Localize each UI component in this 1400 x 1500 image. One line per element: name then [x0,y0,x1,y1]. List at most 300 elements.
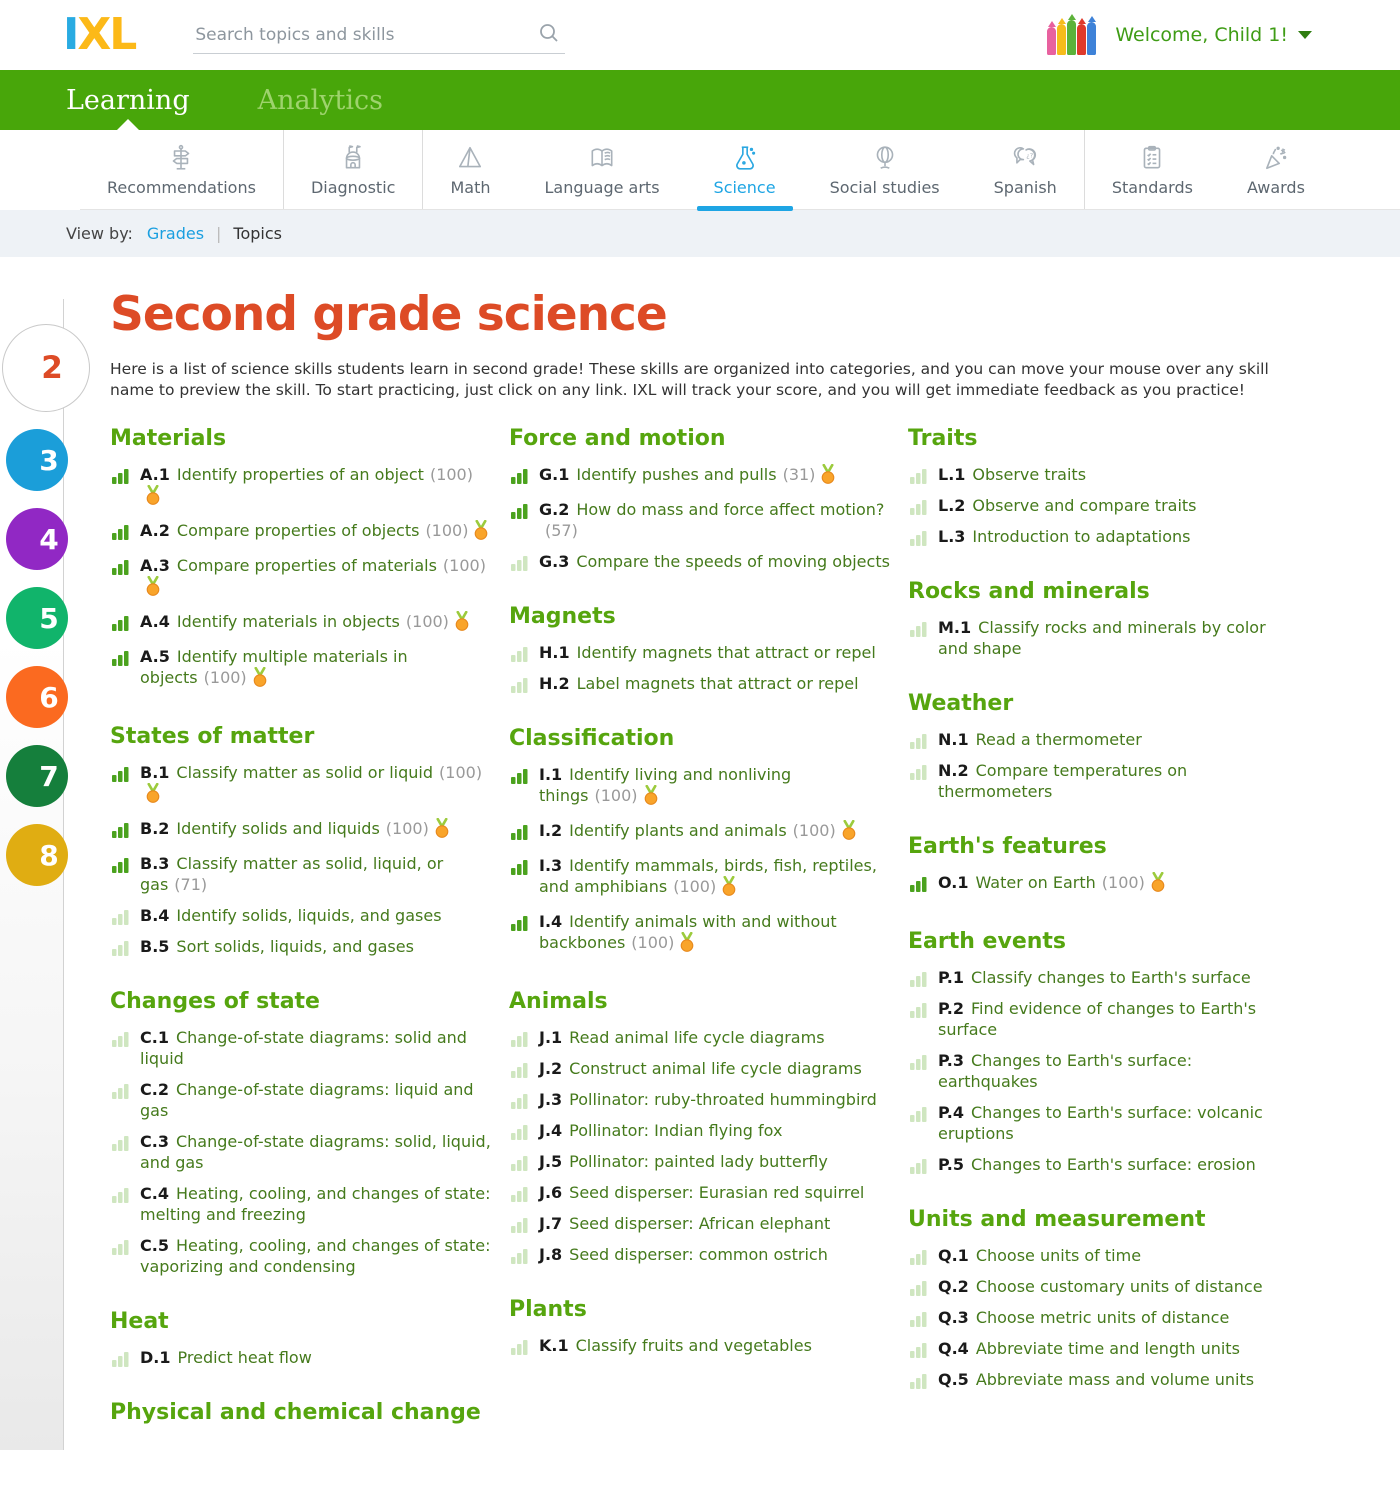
section-title: Plants [509,1297,587,1322]
ixl-logo[interactable] [63,9,136,60]
score-bars-icon [112,1351,130,1372]
skill-code[interactable]: N.1 [938,730,969,749]
skill-code[interactable]: I.4 [539,912,563,931]
skill-section [509,1297,891,1356]
grade-circle[interactable] [6,666,68,728]
medal-icon [643,785,659,810]
skill-score: (100) [429,465,473,484]
view-by-label: View by: [66,224,133,243]
skill-code[interactable]: B.2 [140,819,170,838]
score-bars-icon [511,915,529,936]
skill-name[interactable]: Seed disperser: Eurasian red squirrel [569,1183,865,1202]
skill-link[interactable] [509,673,891,694]
content-area [0,257,1400,1450]
skill-link[interactable] [908,1276,1290,1297]
score-bars-icon [511,677,529,698]
party-popper-icon [1262,138,1290,172]
skill-name[interactable]: Classify rocks and minerals by color and shape [938,618,1266,658]
grade-circle-label: 8 [39,838,59,872]
skill-list [908,729,1290,802]
skill-link[interactable] [110,1235,492,1277]
tab-label: Recommendations [107,178,256,197]
skill-section [908,691,1290,802]
skill-name[interactable]: Identify solids, liquids, and gases [176,906,442,925]
skill-code[interactable]: A.4 [140,612,170,631]
score-bars-icon [511,1339,529,1360]
skill-link[interactable] [110,853,492,895]
skill-section [908,834,1290,897]
section-title: Weather [908,691,1014,716]
tab-awards[interactable] [1220,130,1332,209]
tab-language-arts[interactable] [517,130,686,209]
skill-name[interactable]: Changes to Earth's surface: erosion [971,1155,1256,1174]
skill-name[interactable]: Choose units of time [975,1246,1142,1265]
score-bars-icon [511,555,529,576]
skill-code[interactable]: Q.4 [938,1339,969,1358]
skill-code[interactable]: J.6 [539,1183,563,1202]
skill-link[interactable] [908,729,1290,750]
medal-icon [841,820,857,845]
skill-code[interactable]: G.3 [539,552,570,571]
skills-grid [110,426,1305,1457]
skill-name[interactable]: Pollinator: Indian flying fox [569,1121,783,1140]
skill-name[interactable]: Changes to Earth's surface: volcanic eruptions [938,1103,1263,1143]
score-bars-icon [511,1124,529,1145]
skill-link[interactable] [908,1245,1290,1266]
castle-icon [339,138,367,172]
skill-link[interactable] [908,760,1290,802]
skill-score: (57) [545,521,578,540]
account-menu[interactable] [1047,0,1312,70]
grade-circle[interactable] [6,508,68,570]
grade-circle-label: 5 [39,601,59,635]
score-bars-icon [511,1248,529,1269]
skill-code[interactable]: B.4 [140,906,170,925]
skill-score: (100) [385,819,429,838]
score-bars-icon [910,971,928,992]
skill-list [908,617,1290,659]
skill-name[interactable]: Compare properties of materials [176,556,437,575]
section-title: Rocks and minerals [908,579,1150,604]
skill-link[interactable] [110,762,492,808]
skill-code[interactable]: G.1 [539,465,570,484]
skill-score: (100) [792,821,836,840]
skill-name[interactable]: Change-of-state diagrams: solid, liquid, and gas [140,1132,491,1172]
medal-icon [679,932,695,957]
skill-score: (100) [673,877,717,896]
medal-icon [145,783,161,808]
search-bar [193,17,565,54]
skill-link[interactable] [908,1050,1290,1092]
skill-code[interactable]: A.2 [140,521,170,540]
skill-link[interactable] [908,872,1290,897]
skill-code[interactable]: I.1 [539,765,563,784]
skill-name[interactable]: Read a thermometer [975,730,1142,749]
tab-diagnostic[interactable] [283,130,423,209]
skill-name[interactable]: Identify materials in objects [176,612,400,631]
skill-name[interactable]: Pollinator: ruby-throated hummingbird [569,1090,877,1109]
score-bars-icon [910,1280,928,1301]
skill-name[interactable]: Identify properties of an object [176,465,424,484]
skill-link[interactable] [110,1183,492,1225]
skill-link[interactable] [908,1154,1290,1175]
skill-name[interactable]: Classify matter as solid or liquid [176,763,434,782]
score-bars-icon [511,1217,529,1238]
skill-score: (100) [594,786,638,805]
nav-learning[interactable]: Learning [66,70,190,130]
skill-code[interactable]: C.3 [140,1132,169,1151]
skill-code[interactable]: J.3 [539,1090,563,1109]
skill-name[interactable]: Change-of-state diagrams: liquid and gas [140,1080,474,1120]
skill-code[interactable]: Q.2 [938,1277,969,1296]
section-title: Classification [509,726,675,751]
skill-link[interactable] [509,551,891,572]
skill-section [509,426,891,572]
skill-name[interactable]: Identify magnets that attract or repel [576,643,876,662]
skill-name[interactable]: Identify mammals, birds, fish, reptiles, and amphibians [539,856,877,896]
skill-name[interactable]: Identify multiple materials in objects [140,647,408,687]
skill-name[interactable]: Compare temperatures on thermometers [938,761,1188,801]
pyramid-icon [456,138,484,172]
skill-code[interactable]: G.2 [539,500,570,519]
skill-score: (100) [631,933,675,952]
score-bars-icon [112,940,130,961]
skill-name[interactable]: Identify living and nonliving things [539,765,792,805]
tab-label: Social studies [829,178,940,197]
skill-name[interactable]: Identify pushes and pulls [576,465,777,484]
skill-name[interactable]: Construct animal life cycle diagrams [569,1059,862,1078]
skill-code[interactable]: J.1 [539,1028,563,1047]
signpost-icon [167,138,195,172]
skill-code[interactable]: J.8 [539,1245,563,1264]
score-bars-icon [112,909,130,930]
open-book-icon [588,138,616,172]
tab-math[interactable] [422,130,517,209]
skill-link[interactable] [110,464,492,510]
tab-science[interactable] [687,130,803,209]
medal-icon [145,576,161,601]
score-bars-icon [910,1158,928,1179]
skill-name[interactable]: Identify animals with and without backbones [539,912,837,952]
skill-code[interactable]: O.1 [938,873,969,892]
search-icon[interactable] [537,21,561,49]
section-title: Magnets [509,604,616,629]
view-by-bar [0,210,1400,257]
skill-code[interactable]: C.2 [140,1080,169,1099]
skill-code[interactable]: L.3 [938,527,966,546]
section-title: Heat [110,1309,169,1334]
skill-code[interactable]: K.1 [539,1336,569,1355]
skill-name[interactable]: Classify fruits and vegetables [575,1336,812,1355]
skill-code[interactable]: J.2 [539,1059,563,1078]
score-bars-icon [112,559,130,580]
nav-analytics[interactable]: Analytics [257,84,383,116]
medal-icon [1150,872,1166,897]
skill-section [110,426,492,692]
skill-link[interactable] [908,526,1290,547]
skill-section [110,1309,492,1368]
welcome-text: Welcome, Child 1! [1115,24,1288,46]
skill-name[interactable]: Identify solids and liquids [176,819,380,838]
skill-section [509,604,891,694]
score-bars-icon [511,1062,529,1083]
skill-score: (31) [782,465,816,484]
section-title: Materials [110,426,227,451]
grade-circle[interactable] [6,429,68,491]
skill-name[interactable]: Abbreviate mass and volume units [975,1370,1255,1389]
skill-list [110,762,492,957]
skill-code[interactable]: J.7 [539,1214,563,1233]
skill-name[interactable]: How do mass and force affect motion? [576,500,885,519]
view-by-topics-link[interactable]: Topics [233,224,282,243]
skills-column-1 [110,426,492,1457]
skill-list [509,464,891,572]
skill-code[interactable]: P.3 [938,1051,964,1070]
skill-list [908,872,1290,897]
skill-code[interactable]: P.4 [938,1103,964,1122]
score-bars-icon [112,1135,130,1156]
skill-code[interactable]: P.1 [938,968,964,987]
skill-link[interactable] [509,499,891,541]
tab-label: Standards [1111,178,1193,197]
skill-link[interactable] [110,611,492,636]
skill-link[interactable] [509,642,891,663]
skill-code[interactable]: C.5 [140,1236,169,1255]
skill-link[interactable] [110,1347,492,1368]
skill-link[interactable] [110,555,492,601]
skill-name[interactable]: Observe traits [972,465,1087,484]
skill-link[interactable] [509,1089,891,1110]
skill-code[interactable]: P.5 [938,1155,964,1174]
skill-code[interactable]: I.3 [539,856,563,875]
skill-code[interactable]: H.1 [539,643,570,662]
skill-code[interactable]: J.4 [539,1121,563,1140]
skill-section [110,1400,492,1425]
skill-code[interactable]: D.1 [140,1348,171,1367]
tab-label: Science [713,178,776,197]
skill-code[interactable]: B.3 [140,854,170,873]
skill-name[interactable]: Seed disperser: common ostrich [569,1245,828,1264]
grade-circle[interactable] [6,824,68,886]
score-bars-icon [112,857,130,878]
skill-link[interactable] [908,1369,1290,1390]
skill-name[interactable]: Predict heat flow [177,1348,312,1367]
score-bars-icon [511,1031,529,1052]
skill-name[interactable]: Find evidence of changes to Earth's surface [938,999,1257,1039]
skill-score: (100) [1101,873,1145,892]
svg-text:¿?: ¿? [1026,151,1034,160]
skill-list [908,967,1290,1175]
skill-name[interactable]: Sort solids, liquids, and gases [176,937,414,956]
skill-code[interactable]: J.5 [539,1152,563,1171]
skill-name[interactable]: Read animal life cycle diagrams [569,1028,825,1047]
skill-code[interactable]: Q.5 [938,1370,969,1389]
skill-link[interactable] [509,911,891,957]
section-title: Traits [908,426,978,451]
score-bars-icon [511,503,529,524]
score-bars-icon [511,1093,529,1114]
skill-code[interactable]: A.5 [140,647,170,666]
grade-circle[interactable] [2,324,90,412]
skill-link[interactable] [509,464,891,489]
skills-column-3 [908,426,1290,1422]
score-bars-icon [910,499,928,520]
skill-list [110,1347,492,1368]
section-title: Animals [509,989,608,1014]
skill-name[interactable]: Water on Earth [975,873,1096,892]
medal-icon [820,464,836,489]
skill-name[interactable]: Pollinator: painted lady butterfly [569,1152,828,1171]
skill-link[interactable] [908,1338,1290,1359]
skill-name[interactable]: Choose metric units of distance [975,1308,1230,1327]
tab-label: Language arts [544,178,660,197]
score-bars-icon [910,764,928,785]
section-title: Earth events [908,929,1067,954]
skill-link[interactable] [110,905,492,926]
skill-name[interactable]: Choose customary units of distance [975,1277,1263,1296]
score-bars-icon [910,1373,928,1394]
skill-link[interactable] [908,1102,1290,1144]
skill-link[interactable] [908,967,1290,988]
skill-code[interactable]: I.2 [539,821,563,840]
skill-score: (100) [405,612,449,631]
top-header [0,0,1400,70]
skill-link[interactable] [908,1307,1290,1328]
medal-icon [454,611,470,636]
skill-link[interactable] [509,820,891,845]
grade-circle-label: 2 [41,350,63,386]
score-bars-icon [112,822,130,843]
skill-name[interactable]: Changes to Earth's surface: earthquakes [938,1051,1193,1091]
skill-name[interactable]: Heating, cooling, and changes of state: vaporizing and condensing [140,1236,491,1276]
skill-link[interactable] [509,1213,891,1234]
skill-section [509,989,891,1265]
skill-name[interactable]: Identify plants and animals [569,821,787,840]
skill-link[interactable] [908,495,1290,516]
score-bars-icon [511,1155,529,1176]
search-input[interactable] [193,17,565,54]
skill-link[interactable] [110,818,492,843]
skill-name[interactable]: Observe and compare traits [972,496,1197,515]
section-title: States of matter [110,724,315,749]
skill-list [509,1027,891,1265]
skill-list [509,764,891,957]
skill-code[interactable]: Q.3 [938,1308,969,1327]
score-bars-icon [511,824,529,845]
skill-score: (100) [425,521,469,540]
score-bars-icon [910,876,928,897]
skill-name[interactable]: Classify matter as solid, liquid, or gas [140,854,444,894]
skill-code[interactable]: A.1 [140,465,170,484]
tab-standards[interactable] [1084,130,1220,209]
skill-link[interactable] [509,1335,891,1356]
section-title: Force and motion [509,426,726,451]
skill-list [908,1245,1290,1390]
skill-link[interactable] [509,1120,891,1141]
skill-link[interactable] [509,1151,891,1172]
skill-name[interactable]: Heating, cooling, and changes of state: melting and freezing [140,1184,491,1224]
skill-score: (100) [203,668,247,687]
speech-bubbles-icon [1011,138,1039,172]
section-title: Units and measurement [908,1207,1206,1232]
crayons-avatar-icon [1047,15,1097,55]
skill-name[interactable]: Abbreviate time and length units [975,1339,1240,1358]
skill-code[interactable]: H.2 [539,674,570,693]
skill-link[interactable] [110,520,492,545]
skill-code[interactable]: B.1 [140,763,170,782]
medal-icon [434,818,450,843]
skill-link[interactable] [908,617,1290,659]
skill-code[interactable]: L.1 [938,465,966,484]
logo-letters-xl: XL [77,9,136,60]
score-bars-icon [910,733,928,754]
skill-link[interactable] [110,1027,492,1069]
score-bars-icon [910,621,928,642]
skill-link[interactable] [908,464,1290,485]
skill-code[interactable]: P.2 [938,999,964,1018]
skill-code[interactable]: C.4 [140,1184,169,1203]
skill-link[interactable] [509,1058,891,1079]
skill-link[interactable] [110,1079,492,1121]
skill-link[interactable] [908,998,1290,1040]
tab-label: Awards [1246,178,1305,197]
skill-link[interactable] [509,764,891,810]
view-by-grades-link[interactable]: Grades [146,224,205,243]
grade-circle-label: 7 [39,759,59,793]
tab-social-studies[interactable] [803,130,967,209]
skill-link[interactable] [509,1182,891,1203]
skill-link[interactable] [509,1027,891,1048]
grade-circle-label: 4 [39,522,59,556]
skill-name[interactable]: Classify changes to Earth's surface [971,968,1251,987]
tab-spanish[interactable] [967,130,1084,209]
medal-icon [473,520,489,545]
skill-name[interactable]: Compare properties of objects [176,521,420,540]
divider: | [216,224,222,243]
skill-code[interactable]: L.2 [938,496,966,515]
logo-letter-i: I [63,9,78,60]
skill-name[interactable]: Seed disperser: African elephant [569,1214,831,1233]
skill-name[interactable]: Introduction to adaptations [972,527,1191,546]
flask-icon [731,138,759,172]
skill-code[interactable]: A.3 [140,556,170,575]
skill-code[interactable]: B.5 [140,937,170,956]
skill-link[interactable] [110,936,492,957]
score-bars-icon [511,1186,529,1207]
skill-link[interactable] [110,646,492,692]
grade-circle-label: 6 [39,680,59,714]
skill-link[interactable] [509,1244,891,1265]
skill-list [509,1335,891,1356]
section-title: Changes of state [110,989,320,1014]
skill-name[interactable]: Label magnets that attract or repel [576,674,859,693]
score-bars-icon [112,1083,130,1104]
page-title: Second grade science [110,287,667,342]
skill-code[interactable]: Q.1 [938,1246,969,1265]
score-bars-icon [511,646,529,667]
skill-name[interactable]: Change-of-state diagrams: solid and liquid [140,1028,467,1068]
skill-code[interactable]: C.1 [140,1028,169,1047]
skill-code[interactable]: M.1 [938,618,972,637]
skill-code[interactable]: N.2 [938,761,969,780]
score-bars-icon [910,1311,928,1332]
skill-name[interactable]: Compare the speeds of moving objects [576,552,890,571]
grade-circle[interactable] [6,745,68,807]
skill-link[interactable] [110,1131,492,1173]
grade-circle[interactable] [6,587,68,649]
skill-link[interactable] [509,855,891,901]
tab-recommendations[interactable] [80,130,283,209]
